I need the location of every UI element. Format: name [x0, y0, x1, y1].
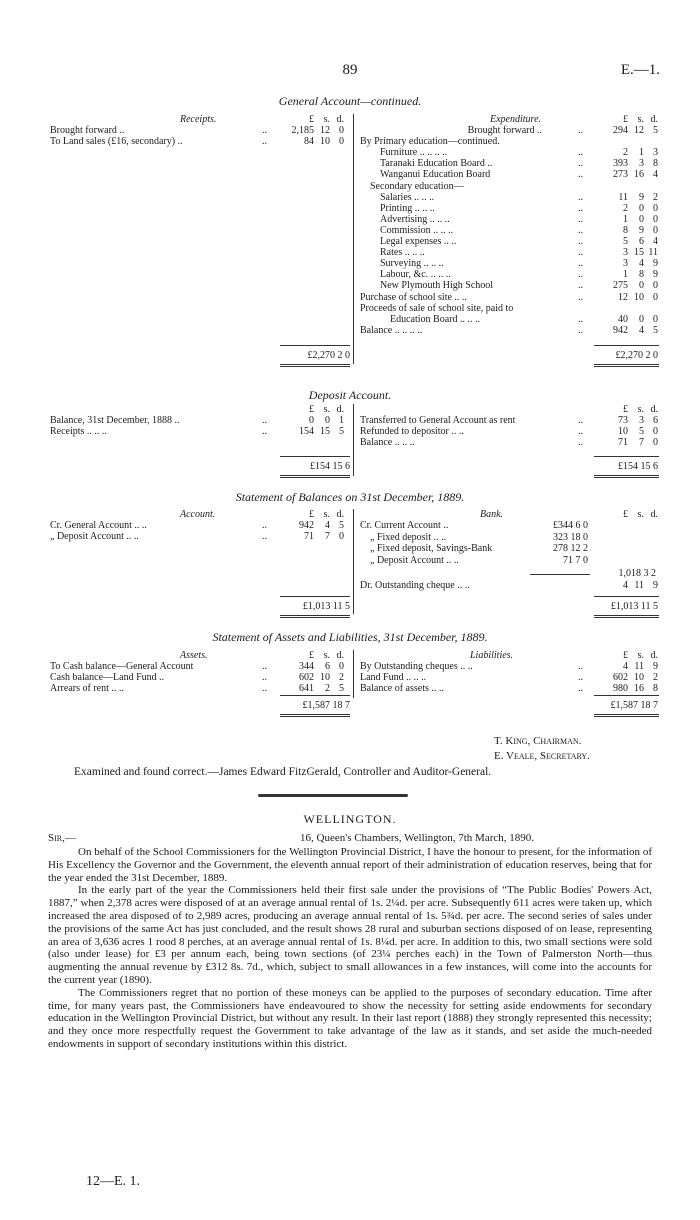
leader-dots: .. [578, 415, 583, 426]
pence: d. [336, 509, 344, 520]
shillings: 11 [634, 661, 644, 672]
line-item-label: To Land sales (£16, secondary) .. [50, 136, 183, 147]
shillings: 0 [639, 213, 644, 225]
line-item-label: Education Board .. .. .. [390, 313, 480, 325]
line-item-amount [280, 672, 344, 683]
line-item-amount [594, 236, 658, 247]
line-item-label: „ Deposit Account .. .. [50, 531, 139, 542]
shillings: 12 [320, 125, 330, 136]
pounds: 3 [623, 258, 628, 270]
assets-heading: Assets. [180, 650, 208, 661]
leader-dots: .. [578, 426, 583, 437]
secretary-signature: E. Veale, Secretary. [494, 750, 590, 762]
pounds: 641 [299, 683, 314, 694]
leader-dots: .. [578, 147, 583, 159]
double-rule [280, 714, 350, 717]
leader-dots: .. [262, 531, 267, 542]
pounds: 942 [299, 520, 314, 531]
line-item-label: Furniture .. .. .. .. [380, 147, 448, 159]
shillings: s. [323, 404, 330, 415]
currency-header [594, 509, 658, 520]
pounds: £ [623, 650, 628, 661]
pounds: 4 [623, 661, 628, 672]
line-item-amount [280, 520, 344, 531]
pence: d. [650, 404, 658, 415]
pounds: 154 [299, 426, 314, 437]
pence: 5 [653, 125, 658, 136]
rule [280, 456, 350, 457]
shillings: s. [637, 509, 644, 520]
shillings: 0 [639, 280, 644, 292]
pounds: £ [309, 114, 314, 125]
rule [594, 596, 659, 597]
line-item-amount [594, 125, 658, 136]
letter-address: 16, Queen's Chambers, Wellington, 7th March, 1890. [300, 832, 534, 844]
currency-header [594, 114, 658, 125]
pence: 0 [653, 291, 658, 303]
line-item-amount [280, 125, 344, 136]
shillings: s. [323, 509, 330, 520]
shillings: s. [323, 114, 330, 125]
shillings: 10 [634, 291, 644, 303]
line-item-label: Wanganui Education Board [380, 169, 491, 181]
leader-dots: .. [578, 437, 583, 448]
balances-total-right: £1,013 11 5 [610, 601, 658, 612]
leader-dots: .. [578, 224, 583, 236]
leader-dots: .. [578, 324, 583, 336]
pounds: 294 [613, 125, 628, 136]
pence: 4 [653, 169, 658, 181]
pence: 0 [653, 213, 658, 225]
shillings: 11 [634, 580, 644, 591]
line-item-label: Surveying .. .. .. [380, 258, 444, 270]
chairman-signature: T. King, Chairman. [494, 735, 582, 747]
line-item-amount [594, 325, 658, 336]
line-item-label: Taranaki Education Board .. [380, 158, 493, 170]
pence: 5 [339, 683, 344, 694]
leader-dots: .. [578, 672, 583, 683]
rule [280, 345, 350, 346]
leader-dots: .. [262, 661, 267, 672]
line-item-label: By Outstanding cheques .. .. [360, 661, 473, 672]
examined-statement: Examined and found correct.—James Edward FitzGerald, Controller and Auditor-General. [74, 766, 492, 778]
pounds: 0 [309, 415, 314, 426]
line-item-label: Balance .. .. .. .. [360, 324, 423, 336]
currency-header [280, 114, 344, 125]
shillings: 16 [634, 683, 644, 694]
line-item-amount [594, 258, 658, 269]
leader-dots: .. [578, 125, 583, 136]
leader-dots: .. [262, 136, 267, 147]
pence: 2 [653, 672, 658, 683]
column-divider [353, 404, 354, 476]
leader-dots: .. [578, 269, 583, 281]
leader-dots: .. [578, 280, 583, 292]
cheque-amount [594, 580, 658, 591]
line-item-amount [594, 314, 658, 325]
paragraph: The Commissioners regret that no portion of these moneys can be applied to the purposes of secondary education. Time after time, for many years past, the Commissioners have endeavoured to show the necessity for setting aside endowments for secondary education in the Wellington Provincial District, but without any result. In their last report (1888) they strongly represented this necessity; and they once more respectfully request the Government to take advantage of the law as it stands, and set aside the much-needed endowments in support of secondary institutions within this district. [48, 986, 652, 1050]
leader-dots: .. [262, 415, 267, 426]
double-rule [594, 714, 659, 717]
pounds: £ [623, 404, 628, 415]
pence: 6 [653, 415, 658, 426]
deposit-total-left: £154 15 6 [310, 461, 350, 472]
leader-dots: .. [578, 158, 583, 170]
leader-dots: .. [578, 191, 583, 203]
pence: 0 [339, 531, 344, 542]
pence: 11 [648, 247, 658, 259]
line-item-label: Printing .. .. .. [380, 202, 435, 214]
document-code: E.—1. [620, 62, 660, 78]
line-item-label: Labour, &c. .. .. .. [380, 269, 451, 281]
column-divider [353, 114, 354, 364]
pounds: 71 [304, 531, 314, 542]
pounds: 1 [623, 213, 628, 225]
shillings: 15 [320, 426, 330, 437]
pounds: 1 [623, 269, 628, 281]
line-item-label: Proceeds of sale of school site, paid to [360, 302, 514, 314]
line-item-amount [594, 292, 658, 303]
shillings: 6 [639, 236, 644, 247]
line-item-label: To Cash balance—General Account [50, 661, 194, 672]
receipts-heading: Receipts. [180, 114, 217, 125]
pence: 0 [653, 313, 658, 325]
line-item-label: Cash balance—Land Fund .. [50, 672, 165, 683]
pence: 4 [653, 236, 658, 247]
pounds: 602 [299, 672, 314, 683]
pence: d. [650, 114, 658, 125]
pence: 2 [339, 672, 344, 683]
bank-heading: Bank. [480, 509, 504, 520]
line-item-amount [594, 269, 658, 280]
pounds: 602 [613, 672, 628, 683]
leader-dots: .. [578, 683, 583, 694]
leader-dots: .. [578, 661, 583, 672]
pounds: 2,185 [291, 125, 314, 136]
line-item-amount [594, 192, 658, 203]
pounds: £ [623, 509, 628, 520]
line-item-amount [280, 415, 344, 426]
shillings: 4 [325, 520, 330, 531]
shillings: 6 [325, 661, 330, 672]
double-rule [280, 475, 350, 478]
double-rule [280, 364, 350, 367]
pounds: 2 [623, 202, 628, 214]
shillings: 4 [639, 258, 644, 270]
line-item-amount [594, 280, 658, 291]
pounds: 980 [613, 683, 628, 694]
general-total-left: £2,270 2 0 [307, 350, 350, 361]
pence: 5 [653, 324, 658, 336]
line-item-label: Refunded to depositor .. .. [360, 426, 464, 437]
shillings: 9 [639, 191, 644, 203]
pounds: 71 [618, 437, 628, 448]
line-item-label: Balance, 31st December, 1888 .. [50, 415, 180, 426]
double-rule [594, 475, 659, 478]
pence: d. [650, 650, 658, 661]
bank-line-label: „ Fixed deposit .. .. [370, 531, 447, 543]
pence: 3 [653, 147, 658, 159]
deposit-total-right: £154 15 6 [618, 461, 658, 472]
leader-dots: .. [578, 202, 583, 214]
line-item-amount [594, 169, 658, 180]
bank-line-label: Cr. Current Account .. [360, 520, 449, 531]
line-item-amount [280, 661, 344, 672]
paragraph: On behalf of the School Commissioners for the Wellington Provincial District, I have the honour to present, for the information of His Excellency the Governor and the Government, the eleventh annual report of their administration of education reserves, being that for the year ended the 31st December, 1889. [48, 846, 652, 884]
pounds: 12 [618, 291, 628, 303]
line-item-label: Balance of assets .. .. [360, 683, 444, 694]
shillings: 1 [639, 147, 644, 159]
general-account-title: General Account—continued. [278, 94, 422, 108]
shillings: 0 [639, 313, 644, 325]
shillings: 10 [320, 672, 330, 683]
line-item-amount [280, 426, 344, 437]
pounds: 4 [623, 580, 628, 591]
line-item-amount [594, 437, 658, 448]
line-item-label: Salaries .. .. .. [380, 191, 435, 203]
pounds: 10 [618, 426, 628, 437]
column-divider [353, 509, 354, 614]
shillings: 10 [634, 672, 644, 683]
shillings: 7 [325, 531, 330, 542]
shillings: s. [323, 650, 330, 661]
general-total-right: £2,270 2 0 [615, 350, 658, 361]
shillings: 7 [639, 437, 644, 448]
bank-line-label: „ Deposit Account .. .. [370, 554, 459, 566]
pence: 0 [339, 125, 344, 136]
pence: 9 [653, 580, 658, 591]
signature-mark: 12—E. 1. [86, 1174, 141, 1189]
line-item-amount [594, 158, 658, 169]
line-item-label: Brought forward .. [50, 125, 125, 136]
account-heading: Account. [180, 509, 216, 520]
currency-header [594, 404, 658, 415]
pounds: 393 [613, 158, 628, 170]
pence: 9 [653, 258, 658, 270]
line-item-amount [594, 214, 658, 225]
section-divider [258, 794, 408, 797]
leader-dots: .. [578, 247, 583, 259]
pounds: 942 [613, 324, 628, 336]
pence: 8 [653, 158, 658, 170]
shillings: 12 [634, 125, 644, 136]
double-rule [280, 615, 350, 618]
pence: 2 [653, 191, 658, 203]
shillings: 5 [639, 426, 644, 437]
line-item-amount [594, 147, 658, 158]
rule [594, 456, 659, 457]
pence: d. [336, 114, 344, 125]
bank-line-amount: 278 12 2 [553, 543, 588, 554]
pounds: 273 [613, 169, 628, 181]
shillings: 0 [325, 415, 330, 426]
expenditure-heading: Expenditure. [490, 114, 542, 125]
rule [280, 695, 350, 696]
pounds: 3 [623, 247, 628, 259]
leader-dots: .. [578, 258, 583, 270]
pounds: £ [309, 509, 314, 520]
leader-dots: .. [578, 313, 583, 325]
line-item-label: Balance .. .. .. [360, 437, 415, 448]
line-item-amount [594, 247, 658, 258]
line-item-amount [280, 136, 344, 147]
line-item-label: Purchase of school site .. .. [360, 291, 467, 303]
line-item-amount [594, 426, 658, 437]
line-item-amount [594, 661, 658, 672]
leader-dots: .. [578, 169, 583, 181]
leader-dots: .. [262, 125, 267, 136]
pence: 0 [653, 426, 658, 437]
line-item-label: Arrears of rent .. .. [50, 683, 124, 694]
rule [594, 345, 659, 346]
wellington-heading: WELLINGTON. [303, 812, 397, 826]
pence: d. [650, 509, 658, 520]
shillings: 3 [639, 415, 644, 426]
assets-total-left: £1,587 18 7 [302, 700, 350, 711]
pounds: 275 [613, 280, 628, 292]
pence: d. [336, 404, 344, 415]
line-item-label: By Primary education—continued. [360, 136, 500, 148]
line-item-label: Cr. General Account .. .. [50, 520, 147, 531]
pounds: 40 [618, 313, 628, 325]
shillings: 16 [634, 169, 644, 181]
rule [280, 596, 350, 597]
liabilities-heading: Liabilities. [470, 650, 514, 661]
pounds: 5 [623, 236, 628, 247]
line-item-label: Land Fund .. .. .. [360, 672, 427, 683]
pounds: 344 [299, 661, 314, 672]
leader-dots: .. [578, 236, 583, 247]
pence: 5 [339, 426, 344, 437]
bank-line-label: „ Fixed deposit, Savings-Bank [370, 543, 493, 554]
double-rule [594, 364, 659, 367]
line-item-label: Legal expenses .. .. [380, 236, 457, 247]
column-divider [353, 650, 354, 698]
pounds: 2 [623, 147, 628, 159]
shillings: s. [637, 114, 644, 125]
line-item-label: Commission .. .. .. [380, 224, 454, 236]
salutation: Sir,— [48, 832, 76, 844]
shillings: 15 [634, 247, 644, 259]
line-item-amount [594, 683, 658, 694]
double-rule [594, 615, 659, 618]
pounds: £ [309, 404, 314, 415]
currency-header [280, 650, 344, 661]
leader-dots: .. [578, 291, 583, 303]
leader-dots: .. [262, 683, 267, 694]
paragraph: In the early part of the year the Commissioners held their first sale under the provisions of “The Public Bodies' Powers Act, 1887,” when 2,378 acres were disposed of at an average annual rental of 1s. 2¼d. per acre. Subsequently 611 acres were taken up, which increased the area disposed of to 2,989 acres, producing an average annual rental of 1s. 5¾d. per acre. The second series of sales under the provisions of the same Act has just concluded, and the result shows 28 rural and suburban sections disposed of on lease, representing an area of 3,636 acres 1 rood 8 perches, at an average annual rental of 1s. 8¼d. per acre. In addition to this, two small sections were sold (also under lease) for £3 per annum each, being town sections (of 23¼ perches each) in the Town of Palmerston North—thus augmenting the annual revenue by £312 8s. 7d., which, subject to small allowances in a few instances, will come into the accounts for the current year (1890). [48, 884, 652, 986]
line-item-label: Receipts .. .. .. [50, 426, 107, 437]
line-item-amount [594, 672, 658, 683]
currency-header [594, 650, 658, 661]
pounds: £ [309, 650, 314, 661]
line-item-label: Rates .. .. .. [380, 247, 425, 259]
pounds: 84 [304, 136, 314, 147]
pence: 1 [339, 415, 344, 426]
currency-header [280, 509, 344, 520]
pence: 8 [653, 683, 658, 694]
pence: 5 [339, 520, 344, 531]
line-item-label: Transferred to General Account as rent [360, 415, 516, 426]
pounds: 73 [618, 415, 628, 426]
balances-title: Statement of Balances on 31st December, 1889. [235, 490, 465, 504]
pence: d. [336, 650, 344, 661]
shillings: 3 [639, 158, 644, 170]
line-item-amount [280, 531, 344, 542]
shillings: 4 [639, 324, 644, 336]
pence: 0 [653, 437, 658, 448]
pounds: 8 [623, 224, 628, 236]
bank-subtotal: 1,018 3 2 [618, 568, 656, 579]
balances-total-left: £1,013 11 5 [302, 601, 350, 612]
line-item-label: Secondary education— [370, 180, 464, 192]
shillings: s. [637, 650, 644, 661]
page-number: 89 [342, 62, 358, 78]
bank-line-amount: 71 7 0 [563, 554, 588, 566]
line-item-label: New Plymouth High School [380, 280, 494, 292]
line-item-amount [594, 203, 658, 214]
leader-dots: .. [262, 426, 267, 437]
assets-title: Statement of Assets and Liabilities, 31st December, 1889. [212, 630, 488, 644]
line-item-label: Advertising .. .. .. [380, 213, 450, 225]
pence: 9 [653, 269, 658, 281]
leader-dots: .. [578, 213, 583, 225]
leader-dots: .. [262, 520, 267, 531]
pence: 0 [339, 136, 344, 147]
pence: 0 [653, 224, 658, 236]
shillings: 8 [639, 269, 644, 281]
letter-body [48, 846, 652, 1051]
assets-total-right: £1,587 18 7 [610, 700, 658, 711]
pence: 9 [653, 661, 658, 672]
pounds: £ [623, 114, 628, 125]
leader-dots: .. [262, 672, 267, 683]
rule [594, 695, 659, 696]
line-item-amount [594, 225, 658, 236]
pence: 0 [339, 661, 344, 672]
pence: 0 [653, 202, 658, 214]
deposit-account-title: Deposit Account. [308, 388, 392, 402]
pence: 0 [653, 280, 658, 292]
line-item-amount [280, 683, 344, 694]
line-item-label: Brought forward .. [467, 125, 542, 136]
currency-header [280, 404, 344, 415]
bank-line-amount: £344 6 0 [553, 520, 588, 531]
cheque-label: Dr. Outstanding cheque .. .. [360, 580, 470, 591]
shillings: 10 [320, 136, 330, 147]
shillings: 2 [325, 683, 330, 694]
shillings: s. [637, 404, 644, 415]
pounds: 11 [618, 191, 628, 203]
bank-line-amount: 323 18 0 [553, 531, 588, 543]
line-item-amount [594, 415, 658, 426]
shillings: 9 [639, 224, 644, 236]
shillings: 0 [639, 202, 644, 214]
